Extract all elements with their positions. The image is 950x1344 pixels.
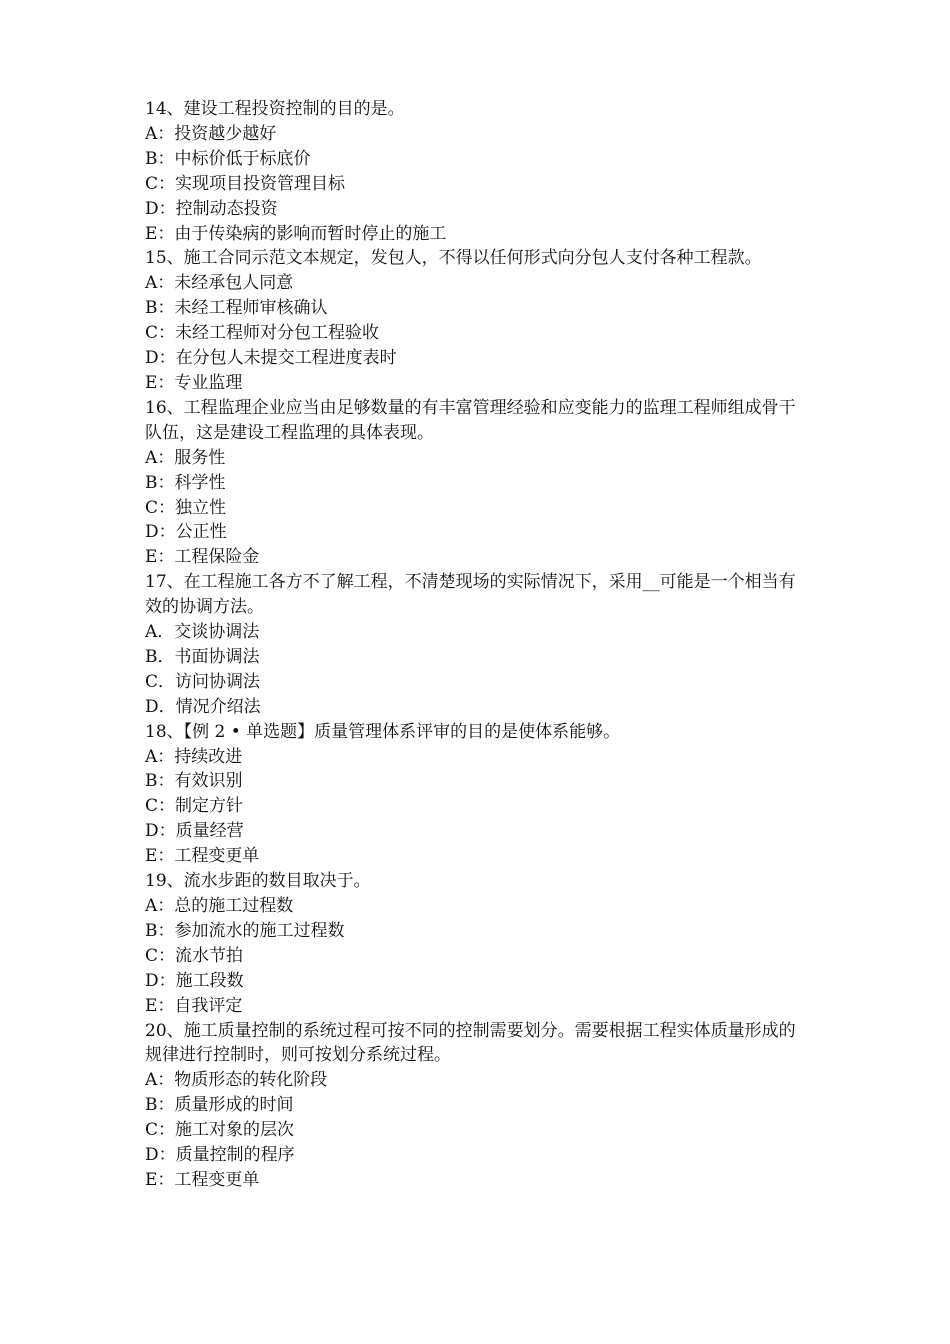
option-c: C．访问协调法 bbox=[145, 671, 261, 692]
question-block bbox=[145, 869, 810, 1018]
option-c: C：实现项目投资管理目标 bbox=[145, 173, 346, 194]
option-e: E：工程变更单 bbox=[145, 1169, 260, 1190]
question-list bbox=[145, 97, 810, 1193]
question-block bbox=[145, 396, 810, 570]
option-c: C：流水节拍 bbox=[145, 945, 244, 966]
question-block bbox=[145, 570, 810, 719]
option-e: E：自我评定 bbox=[145, 995, 243, 1016]
option-a: A：物质形态的转化阶段 bbox=[145, 1070, 328, 1091]
question-text: 19、流水步距的数目取决于。 bbox=[145, 871, 371, 892]
option-d: D．情况介绍法 bbox=[145, 696, 261, 717]
option-a: A：总的施工过程数 bbox=[145, 896, 294, 916]
option-b: B：有效识别 bbox=[145, 771, 243, 792]
option-d: D：公正性 bbox=[145, 522, 227, 543]
option-e: E：工程保险金 bbox=[145, 547, 260, 568]
option-b: B：中标价低于标底价 bbox=[145, 148, 311, 169]
option-b: B．书面协调法 bbox=[145, 646, 260, 667]
question-text: 18、【例 2 • 单选题】质量管理体系评审的目的是使体系能够。 bbox=[145, 721, 621, 742]
option-a: A：持续改进 bbox=[145, 746, 243, 767]
option-a: A：服务性 bbox=[145, 447, 226, 468]
option-c: C：施工对象的层次 bbox=[145, 1120, 295, 1141]
option-b: B：科学性 bbox=[145, 472, 226, 493]
option-d: D：质量经营 bbox=[145, 821, 244, 842]
option-a: A：未经承包人同意 bbox=[145, 273, 294, 294]
option-a: A：投资越少越好 bbox=[145, 123, 277, 144]
option-d: D：控制动态投资 bbox=[145, 198, 278, 219]
question-block bbox=[145, 246, 810, 395]
option-e: E：工程变更单 bbox=[145, 846, 260, 867]
option-d: D：施工段数 bbox=[145, 970, 244, 991]
question-text: 20、施工质量控制的系统过程可按不同的控制需要划分。需要根据工程实体质量形成的规律进行控制时，则可按划分系统过程。 bbox=[145, 1020, 796, 1066]
option-d: D：质量控制的程序 bbox=[145, 1145, 295, 1166]
option-d: D：在分包人未提交工程进度表时 bbox=[145, 348, 397, 369]
option-c: C：制定方针 bbox=[145, 796, 244, 817]
option-a: A．交谈协调法 bbox=[145, 622, 260, 643]
option-e: E：由于传染病的影响而暂时停止的施工 bbox=[145, 223, 447, 244]
question-text: 16、工程监理企业应当由足够数量的有丰富管理经验和应变能力的监理工程师组成骨干队伍，这是建设工程监理的具体表现。 bbox=[145, 397, 796, 443]
question-text: 14、建设工程投资控制的目的是。 bbox=[145, 99, 405, 119]
question-block bbox=[145, 97, 810, 246]
option-e: E：专业监理 bbox=[145, 372, 243, 393]
question-block bbox=[145, 1019, 810, 1193]
option-c: C：未经工程师对分包工程验收 bbox=[145, 323, 380, 344]
option-b: B：参加流水的施工过程数 bbox=[145, 920, 345, 941]
question-block bbox=[145, 720, 810, 869]
question-text: 15、施工合同示范文本规定，发包人，不得以任何形式向分包人支付各种工程款。 bbox=[145, 248, 762, 269]
option-c: C：独立性 bbox=[145, 497, 227, 518]
option-b: B：未经工程师审核确认 bbox=[145, 298, 328, 319]
option-b: B：质量形成的时间 bbox=[145, 1095, 294, 1116]
question-text: 17、在工程施工各方不了解工程，不清楚现场的实际情况下，采用__可能是一个相当有效的协调方法。 bbox=[145, 572, 796, 618]
